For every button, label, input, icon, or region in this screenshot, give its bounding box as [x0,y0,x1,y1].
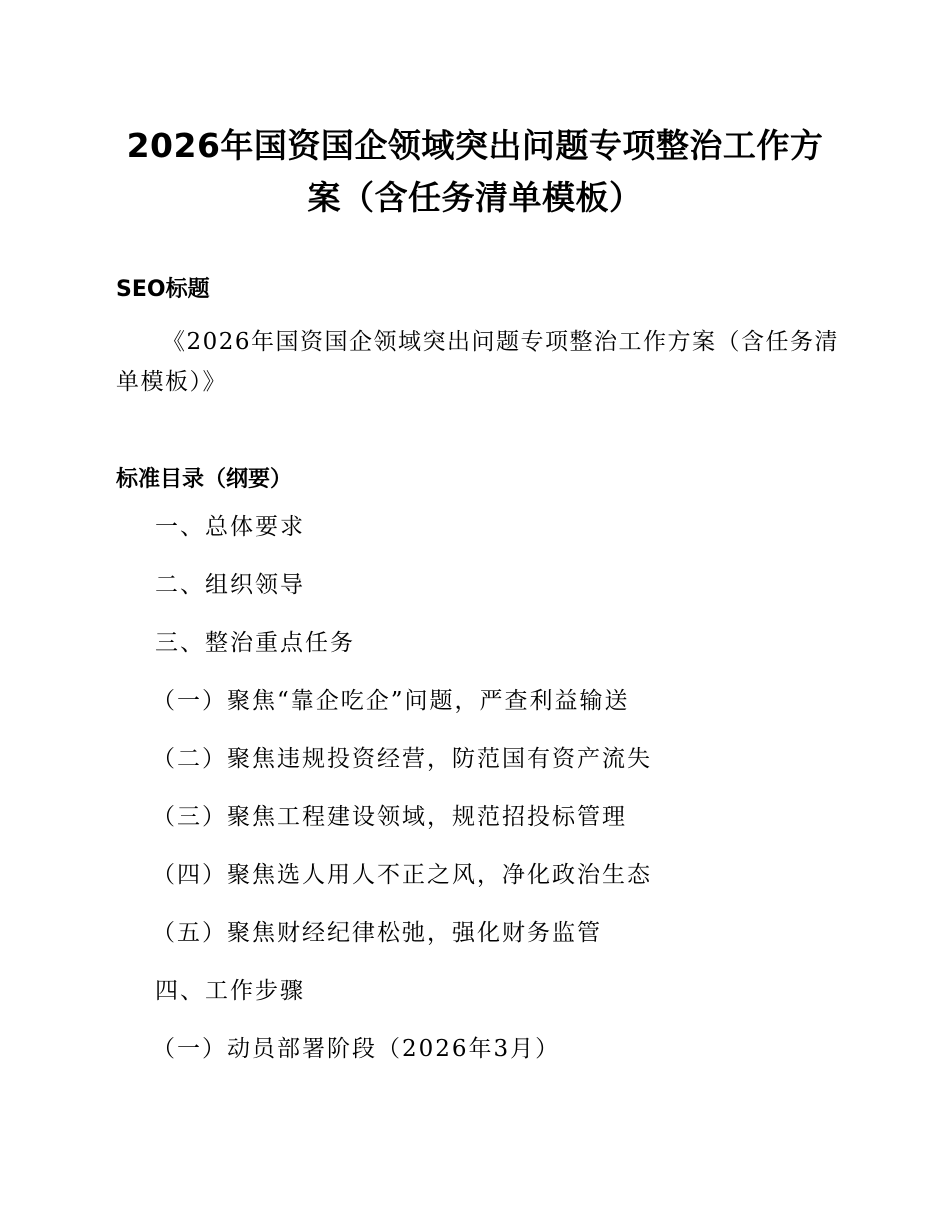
toc-item: （三）聚焦工程建设领域，规范招投标管理 [152,804,627,830]
toc-item: （四）聚焦选人用人不正之风，净化政治生态 [152,862,652,888]
seo-title-text [116,322,840,402]
toc-item: （二）聚焦违规投资经营，防范国有资产流失 [152,746,652,772]
document-title-line-1: 2026年国资国企领域突出问题专项整治工作方 [126,126,824,165]
toc-item: 四、工作步骤 [155,978,305,1004]
toc-heading: 标准目录（纲要） [116,467,293,492]
document-title-line-2: 案（含任务清单模板） [307,178,643,217]
toc-item: （一）动员部署阶段（2026年3月） [152,1036,561,1062]
toc-item: （一）聚焦“靠企吃企”问题，严查利益输送 [152,688,630,714]
toc-item: 二、组织领导 [155,572,305,598]
seo-title-line-1: 《2026年国资国企领域突出问题专项整治工作方案（含任务清 [162,329,840,355]
document-title [100,120,850,224]
toc-item: 三、整治重点任务 [155,630,355,656]
seo-title-line-2: 单模板）》 [116,369,227,395]
seo-heading: SEO标题 [116,277,210,302]
toc-item: （五）聚焦财经纪律松弛，强化财务监管 [152,920,602,946]
toc-item: 一、总体要求 [155,514,305,540]
